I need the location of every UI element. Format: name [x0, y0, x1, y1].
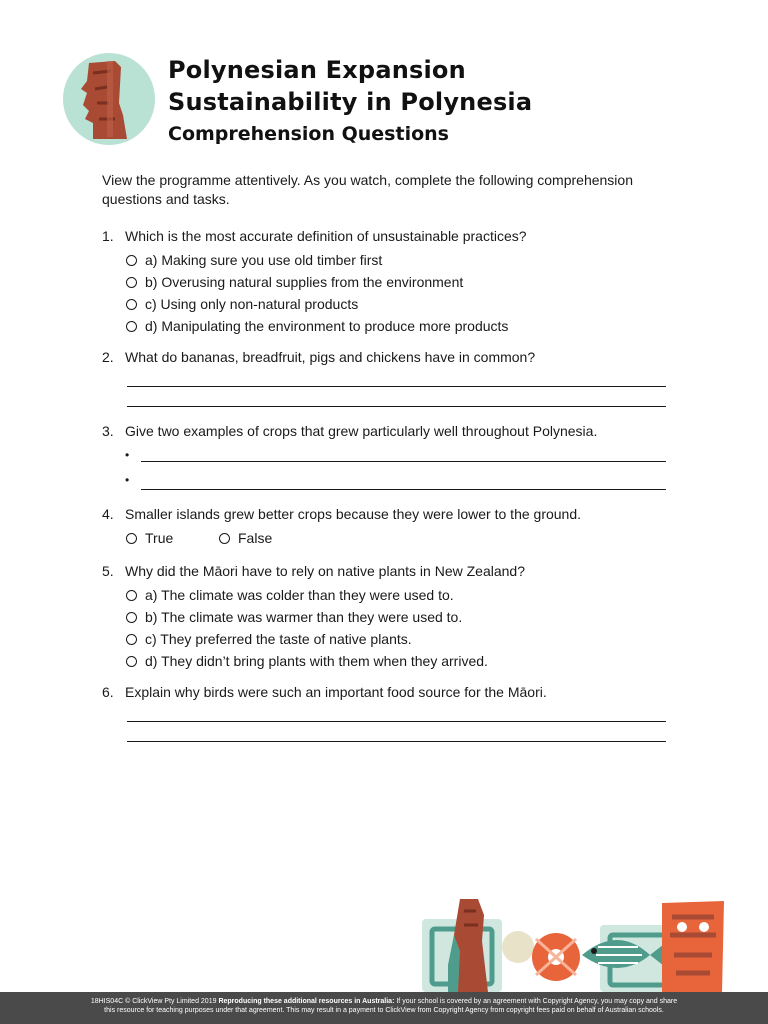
radio-button[interactable]	[126, 255, 137, 266]
question-text: Why did the Māori have to rely on native plants in New Zealand?	[125, 563, 525, 579]
intro-text: View the programme attentively. As you watch, complete the following comprehension questions and tasks.	[102, 172, 633, 207]
question-text: What do bananas, breadfruit, pigs and chickens have in common?	[125, 349, 536, 365]
answer-line[interactable]	[141, 489, 666, 490]
answer-line[interactable]	[127, 406, 666, 407]
radio-button[interactable]	[126, 321, 137, 332]
question-text: Which is the most accurate definition of unsustainable practices?	[125, 228, 527, 244]
question-number: 4.	[102, 506, 114, 522]
radio-button[interactable]	[126, 533, 137, 544]
page-subtitle: Comprehension Questions	[168, 123, 449, 145]
copyright-footer	[0, 992, 768, 1024]
footer-line2: this resource for teaching purposes under that agreement. This may result in a payment to ClickView from Copyright Agency from copyright fees paid on behalf of Australian schools.	[104, 1007, 664, 1014]
moai-statue-icon	[63, 53, 155, 145]
answer-option[interactable]: c) Using only non-natural products	[126, 296, 358, 312]
radio-button[interactable]	[126, 612, 137, 623]
question-number: 3.	[102, 423, 114, 439]
answer-option[interactable]: d) They didn’t bring plants with them when they arrived.	[126, 653, 488, 669]
answer-option[interactable]: c) They preferred the taste of native plants.	[126, 631, 412, 647]
answer-option[interactable]: a) The climate was colder than they were used to.	[126, 587, 454, 603]
question-number: 5.	[102, 563, 114, 579]
question-number: 1.	[102, 228, 114, 244]
radio-button[interactable]	[126, 656, 137, 667]
page-title: Polynesian Expansion	[168, 56, 466, 84]
answer-line[interactable]	[127, 386, 666, 387]
question-text: Give two examples of crops that grew particularly well throughout Polynesia.	[125, 423, 598, 439]
question-text: Smaller islands grew better crops because they were lower to the ground.	[125, 506, 582, 522]
true-option[interactable]: True	[126, 530, 173, 546]
radio-button[interactable]	[126, 299, 137, 310]
footer-line1: 18HIS04C © ClickView Pty Limited 2019 Reproducing these additional resources in Australia: If your school is covered by an agreement with Copyright Agency, you may copy and share	[90, 998, 678, 1005]
false-option[interactable]: False	[219, 530, 272, 546]
bullet: •	[125, 473, 130, 487]
answer-option[interactable]: a) Making sure you use old timber first	[126, 252, 382, 268]
question-number: 2.	[102, 349, 114, 365]
answer-line[interactable]	[127, 741, 666, 742]
answer-option[interactable]: b) Overusing natural supplies from the environment	[126, 274, 463, 290]
bullet: •	[125, 448, 130, 462]
radio-button[interactable]	[126, 590, 137, 601]
question-text: Explain why birds were such an important food source for the Māori.	[125, 684, 547, 700]
answer-line[interactable]	[141, 461, 666, 462]
polynesian-decoration-icon	[418, 895, 748, 992]
radio-button[interactable]	[126, 277, 137, 288]
radio-button[interactable]	[126, 634, 137, 645]
answer-option[interactable]: d) Manipulating the environment to produce more products	[126, 318, 508, 334]
answer-option[interactable]: b) The climate was warmer than they were used to.	[126, 609, 462, 625]
question-number: 6.	[102, 684, 114, 700]
page-title-line2: Sustainability in Polynesia	[168, 88, 533, 116]
radio-button[interactable]	[219, 533, 230, 544]
answer-line[interactable]	[127, 721, 666, 722]
